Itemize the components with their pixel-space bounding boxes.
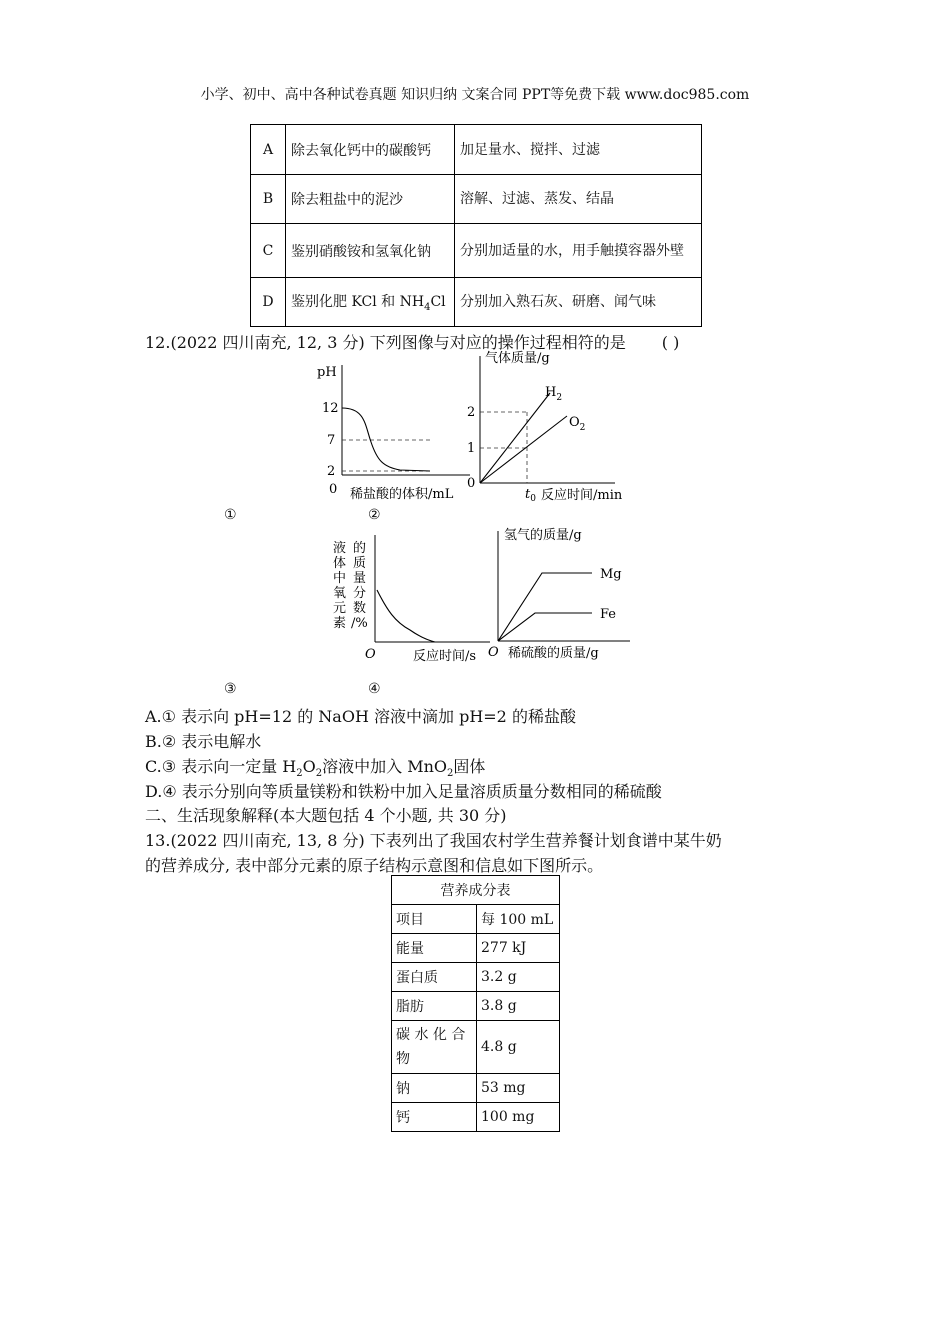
- x-axis-label: 稀硫酸的质量/g: [508, 646, 599, 661]
- option-key: C: [251, 224, 286, 278]
- subscript: 2: [315, 768, 323, 780]
- table-row: [251, 125, 702, 175]
- x-axis-label: 反应时间/s: [413, 649, 477, 664]
- graph-2: [455, 348, 645, 508]
- option-text: 固体: [453, 757, 486, 776]
- option-desc: 除去氧化钙中的碳酸钙: [286, 125, 455, 175]
- svg-text:中: 中: [333, 571, 347, 586]
- graph-3-label: ③: [224, 681, 237, 697]
- answer-paren: ( ): [661, 333, 680, 352]
- table-row: [392, 1021, 560, 1074]
- graph-4: [480, 523, 640, 673]
- q12-option-b: B.② 表示电解水: [145, 732, 262, 751]
- nutrient-value: 100 mg: [477, 1103, 560, 1132]
- graph-3: [325, 530, 495, 670]
- q13-line-1: 13.(2022 四川南充, 13, 8 分) 下表列出了我国农村学生营养餐计划食谱中某牛奶: [145, 831, 722, 850]
- graph-1-label: ①: [224, 507, 237, 523]
- nutrient-value: 4.8 g: [477, 1021, 560, 1074]
- subscript: 2: [296, 768, 303, 780]
- option-method: 分别加入熟石灰、研磨、闻气味: [455, 278, 702, 327]
- graph-4-label: ④: [368, 681, 381, 697]
- series-o2-line: [480, 416, 567, 483]
- y-axis-label: 气体质量/g: [485, 351, 550, 366]
- table-row: [392, 1074, 560, 1103]
- y-axis-label: 氢气的质量/g: [504, 528, 582, 543]
- desc-text: Cl: [430, 294, 446, 311]
- y-axis-label: [333, 540, 368, 631]
- svg-text:体: 体: [333, 556, 347, 571]
- legend-o2: $O_2$: [569, 415, 586, 433]
- svg-text:分: 分: [353, 586, 367, 601]
- series-h2-line: [480, 393, 550, 483]
- ph-curve: [342, 408, 430, 471]
- tick-label: 12: [322, 401, 339, 416]
- oxygen-fraction-curve: [377, 590, 435, 642]
- nutrient-name: 蛋白质: [392, 963, 477, 992]
- table-row: [392, 905, 560, 934]
- svg-text:素: 素: [333, 616, 347, 631]
- origin-label: O: [365, 647, 376, 662]
- nutrient-name: 项目: [392, 905, 477, 934]
- tick-label: 7: [327, 433, 336, 448]
- nutrient-value: 53 mg: [477, 1074, 560, 1103]
- nutrient-name: 能量: [392, 934, 477, 963]
- q13-line-2: 的营养成分, 表中部分元素的原子结构示意图和信息如下图所示。: [145, 856, 604, 875]
- q12-option-c: [145, 754, 485, 779]
- svg-text:液: 液: [333, 541, 347, 556]
- q12-stem-text: 12.(2022 四川南充, 12, 3 分) 下列图像与对应的操作过程相符的是: [145, 333, 626, 352]
- nutrient-name: 钠: [392, 1074, 477, 1103]
- table-row: [392, 963, 560, 992]
- table-row: [251, 175, 702, 224]
- option-method: 分别加适量的水，用手触摸容器外壁: [455, 224, 702, 278]
- graph-2-label: ②: [368, 507, 381, 523]
- option-desc: 除去粗盐中的泥沙: [286, 175, 455, 224]
- option-key: B: [251, 175, 286, 224]
- legend-mg: Mg: [600, 567, 622, 582]
- option-desc: [286, 278, 455, 327]
- section-2-heading: 二、生活现象解释(本大题包括 4 个小题, 共 30 分): [145, 806, 507, 825]
- legend-fe: Fe: [600, 607, 617, 622]
- y-axis-label: pH: [317, 365, 337, 380]
- tick-label: 1: [467, 441, 476, 456]
- svg-text:质: 质: [353, 556, 367, 571]
- q12-option-a: A.① 表示向 pH=12 的 NaOH 溶液中滴加 pH=2 的稀盐酸: [145, 707, 576, 726]
- graph-1: [305, 360, 475, 505]
- svg-text:/%: /%: [351, 616, 368, 631]
- svg-text:氧: 氧: [333, 586, 347, 601]
- option-desc: 鉴别硝酸铵和氢氧化钠: [286, 224, 455, 278]
- option-text: C.③ 表示向一定量 H: [145, 757, 297, 776]
- x-axis-label: 稀盐酸的体积/mL: [350, 487, 454, 502]
- svg-text:的: 的: [353, 541, 367, 556]
- nutrient-value: 277 kJ: [477, 934, 560, 963]
- tick-label: 2: [467, 405, 476, 420]
- tick-label: 2: [327, 464, 336, 479]
- nutrition-title: 营养成分表: [392, 876, 560, 905]
- option-text: 溶液中加入 MnO: [322, 757, 448, 776]
- legend-h2: $H_2$: [545, 385, 563, 403]
- nutrient-name: 脂肪: [392, 992, 477, 1021]
- nutrient-name: 碳 水 化 合物: [392, 1021, 477, 1074]
- nutrient-value: 3.2 g: [477, 963, 560, 992]
- origin-label: 0: [329, 482, 338, 497]
- subscript: 2: [447, 768, 454, 780]
- option-method: 加足量水、搅拌、过滤: [455, 125, 702, 175]
- nutrient-value: 每 100 mL: [477, 905, 560, 934]
- svg-text:量: 量: [353, 571, 367, 586]
- table-row: [392, 876, 560, 905]
- option-key: D: [251, 278, 286, 327]
- page-header: 小学、初中、高中各种试卷真题 知识归纳 文案合同 PPT等免费下载 www.doc985.com: [200, 87, 750, 103]
- tick-t0: $t_0$: [525, 487, 536, 504]
- x-axis-label: 反应时间/min: [541, 488, 623, 503]
- nutrient-value: 3.8 g: [477, 992, 560, 1021]
- origin-label: 0: [467, 476, 476, 491]
- origin-label: O: [488, 645, 499, 660]
- options-table: [250, 124, 702, 327]
- series-fe-line: [498, 613, 592, 641]
- option-key: A: [251, 125, 286, 175]
- table-row: [251, 224, 702, 278]
- svg-text:数: 数: [353, 601, 367, 616]
- table-row: [392, 1103, 560, 1132]
- table-row: [392, 992, 560, 1021]
- subscript: 4: [424, 301, 431, 313]
- table-row: [392, 934, 560, 963]
- table-row: [251, 278, 702, 327]
- option-text: O: [302, 757, 316, 776]
- q12-option-d: D.④ 表示分别向等质量镁粉和铁粉中加入足量溶质质量分数相同的稀硫酸: [145, 782, 662, 801]
- desc-text: 鉴别化肥 KCl 和 NH: [291, 294, 425, 311]
- nutrient-name: 钙: [392, 1103, 477, 1132]
- svg-text:元: 元: [333, 601, 347, 616]
- nutrition-table: [391, 875, 560, 1132]
- option-method: 溶解、过滤、蒸发、结晶: [455, 175, 702, 224]
